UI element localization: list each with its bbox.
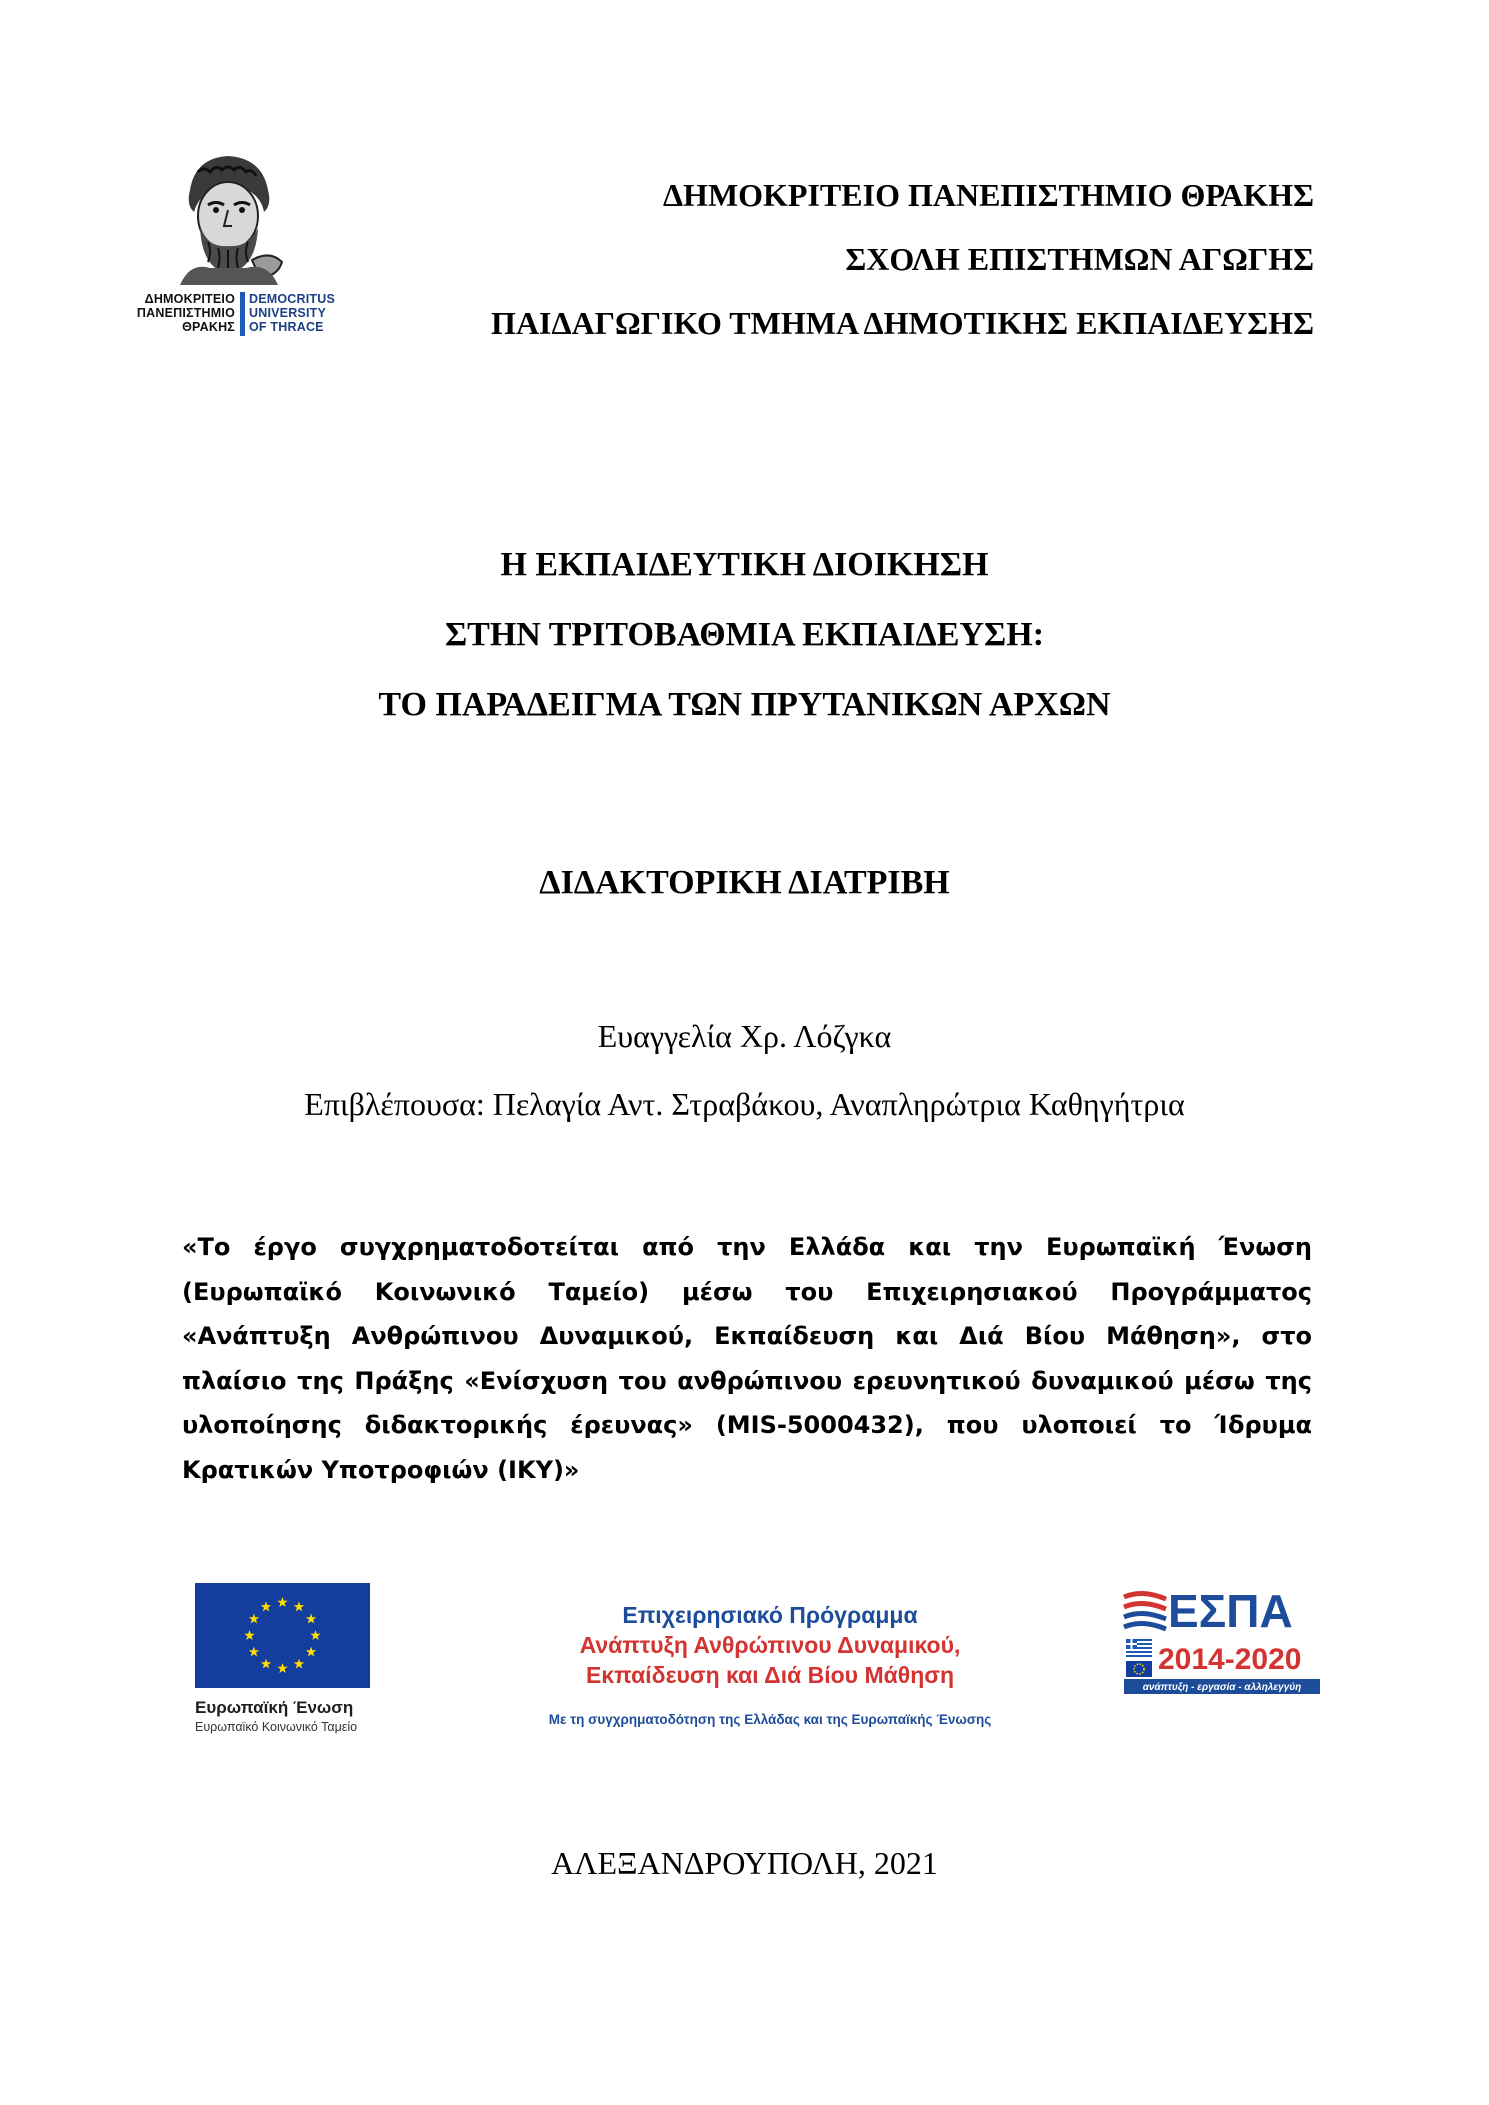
supervisor-line: Επιβλέπουσα: Πελαγία Αντ. Στραβάκου, Αναπληρώτρια Καθηγήτρια bbox=[304, 1086, 1185, 1122]
school-heading: ΣΧΟΛΗ ΕΠΙΣΤΗΜΩΝ ΑΓΩΓΗΣ bbox=[845, 241, 1314, 277]
eu-star-icon bbox=[249, 1647, 259, 1657]
eu-fund-name: Ευρωπαϊκό Κοινωνικό Ταμείο bbox=[195, 1720, 358, 1734]
democritus-portrait-icon bbox=[160, 150, 295, 285]
university-logo bbox=[95, 150, 365, 350]
university-heading: ΔΗΜΟΚΡΙΤΕΙΟ ΠΑΝΕΠΙΣΤΗΜΙΟ ΘΡΑΚΗΣ bbox=[662, 177, 1314, 213]
logo-divider bbox=[240, 292, 245, 336]
espa-name: ΕΣΠΑ bbox=[1168, 1585, 1293, 1637]
university-name-greek: ΔΗΜΟΚΡΙΤΕΙΟ ΠΑΝΕΠΙΣΤΗΜΙΟ ΘΡΑΚΗΣ bbox=[136, 292, 235, 334]
op-name-line-2: Εκπαίδευση και Διά Βίου Μάθηση bbox=[585, 1662, 955, 1688]
espa-slogan: ανάπτυξη - εργασία - αλληλεγγύη bbox=[1142, 1682, 1302, 1693]
eu-star-icon bbox=[249, 1614, 259, 1624]
operational-programme-logo bbox=[480, 1600, 1060, 1727]
eu-flag-icon bbox=[195, 1583, 370, 1688]
espa-logo bbox=[1122, 1585, 1322, 1695]
eu-star-icon bbox=[277, 1597, 287, 1607]
eu-star-icon bbox=[310, 1630, 320, 1640]
title-line-1: Η ΕΚΠΑΙΔΕΥΤΙΚΗ ΔΙΟΙΚΗΣΗ bbox=[500, 546, 989, 583]
dissertation-title bbox=[0, 545, 1489, 755]
department-heading: ΠΑΙΔΑΓΩΓΙΚΟ ΤΜΗΜΑ ΔΗΜΟΤΙΚΗΣ ΕΚΠΑΙΔΕΥΣΗΣ bbox=[491, 305, 1314, 341]
eu-star-icon bbox=[244, 1630, 254, 1640]
espa-period: 2014-2020 bbox=[1158, 1643, 1302, 1676]
author-name: Ευαγγελία Χρ. Λόζγκα bbox=[597, 1018, 892, 1054]
espa-swoosh-icon bbox=[1124, 1593, 1166, 1599]
city-year: ΑΛΕΞΑΝΔΡΟΥΠΟΛΗ, 2021 bbox=[551, 1845, 938, 1881]
op-name-line-1: Ανάπτυξη Ανθρώπινου Δυναμικού, bbox=[579, 1632, 961, 1658]
eu-name: Ευρωπαϊκή Ένωση bbox=[195, 1698, 354, 1717]
title-line-3: ΤΟ ΠΑΡΑΔΕΙΓΜΑ ΤΩΝ ΠΡΥΤΑΝΙΚΩΝ ΑΡΧΩΝ bbox=[378, 686, 1111, 723]
eu-logo bbox=[195, 1583, 380, 1734]
eu-star-icon bbox=[277, 1663, 287, 1673]
university-name-english: DEMOCRITUS UNIVERSITY OF THRACE bbox=[249, 292, 336, 334]
title-line-2: ΣΤΗΝ ΤΡΙΤΟΒΑΘΜΙΑ ΕΚΠΑΙΔΕΥΣΗ: bbox=[444, 616, 1045, 653]
eu-star-icon bbox=[306, 1614, 316, 1624]
op-title: Επιχειρησιακό Πρόγραμμα bbox=[622, 1602, 918, 1628]
funding-statement: «Το έργο συγχρηματοδοτείται από την Ελλάδα και την Ευρωπαϊκή Ένωση (Ευρωπαϊκό Κοινωνικό Ταμείο) μέσω του Επιχειρησιακού Προγράμματος «Ανάπτυξη Ανθρώπινου Δυναμικού, Εκπαίδευση και Διά Βίου Μάθηση», στο πλαίσιο της Πράξης «Ενίσχυση του ανθρώπινου ερευνητικού δυναμικού μέσω της υλοποίησης διδακτορικής έρευνας» (MIS-5000432), που υλοποιεί το Ίδρυμα Κρατικών Υποτροφιών (ΙΚΥ)» bbox=[182, 1233, 1312, 1484]
eu-star-icon bbox=[294, 1659, 304, 1669]
eu-star-icon bbox=[294, 1601, 304, 1611]
eu-star-icon bbox=[261, 1659, 271, 1669]
institution-header bbox=[491, 178, 1314, 370]
document-type: ΔΙΔΑΚΤΟΡΙΚΗ ΔΙΑΤΡΙΒΗ bbox=[539, 864, 950, 901]
greek-flag-icon bbox=[1126, 1639, 1152, 1657]
eu-star-icon bbox=[261, 1601, 271, 1611]
eu-star-icon bbox=[306, 1647, 316, 1657]
op-cofinancing-note: Με τη συγχρηματοδότηση της Ελλάδας και της Ευρωπαϊκής Ένωσης bbox=[548, 1712, 992, 1727]
eu-mini-flag-icon bbox=[1126, 1661, 1152, 1677]
